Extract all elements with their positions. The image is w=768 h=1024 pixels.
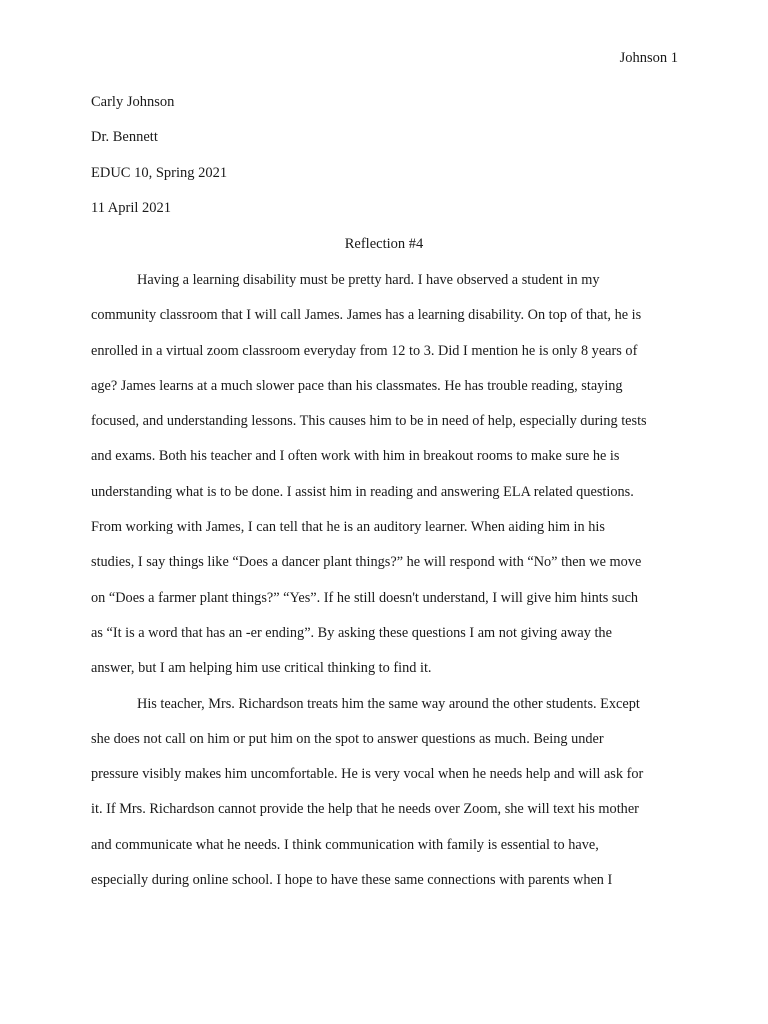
document-title: Reflection #4 [344,236,424,252]
paragraph-2-line: she does not call on him or put him on the spot to answer questions as much. Being under [91,730,604,747]
paragraph-2-line: pressure visibly makes him uncomfortable. He is very vocal when he needs help and will ask for [91,766,644,783]
document-date: 11 April 2021 [91,199,172,216]
body-text [91,270,691,905]
paragraph-1-line: as “It is a word that has an -er ending”. By asking these questions I am not giving away the [91,624,612,641]
instructor-name: Dr. Bennett [91,129,158,146]
mla-heading [91,92,681,233]
paragraph-1-line: studies, I say things like “Does a dancer plant things?” he will respond with “No” then we move [91,554,642,571]
paragraph-1-line: From working with James, I can tell that he is an auditory learner. When aiding him in his [91,519,605,536]
paragraph-2-line: it. If Mrs. Richardson cannot provide the help that he needs over Zoom, she will text his mother [91,801,639,818]
paragraph-1-line: age? James learns at a much slower pace than his classmates. He has trouble reading, staying [91,377,623,394]
paragraph-1-line: understanding what is to be done. I assist him in reading and answering ELA related questions. [91,483,634,500]
paragraph-1-line: and exams. Both his teacher and I often work with him in breakout rooms to make sure he is [91,448,620,465]
paragraph-1-line: answer, but I am helping him use critical thinking to find it. [91,660,432,677]
paragraph-1-line: Having a learning disability must be pretty hard. I have observed a student in my [137,272,600,288]
author-name: Carly Johnson [91,94,175,110]
course-name: EDUC 10, Spring 2021 [91,164,228,181]
paragraph-1-line: community classroom that I will call James. James has a learning disability. On top of that, he is [91,307,642,324]
paragraph-1-line: enrolled in a virtual zoom classroom everyday from 12 to 3. Did I mention he is only 8 years of [91,342,638,359]
paragraph-1-line: on “Does a farmer plant things?” “Yes”. If he still doesn't understand, I will give him hints such [91,589,639,606]
paragraph-1-line: focused, and understanding lessons. This causes him to be in need of help, especially during tests [91,413,647,430]
paragraph-2-line: especially during online school. I hope to have these same connections with parents when I [91,872,613,889]
paragraph-2-line: His teacher, Mrs. Richardson treats him the same way around the other students. Except [137,695,640,712]
running-head: Johnson 1 [619,50,678,66]
paragraph-2-line: and communicate what he needs. I think communication with family is essential to have, [91,836,599,853]
